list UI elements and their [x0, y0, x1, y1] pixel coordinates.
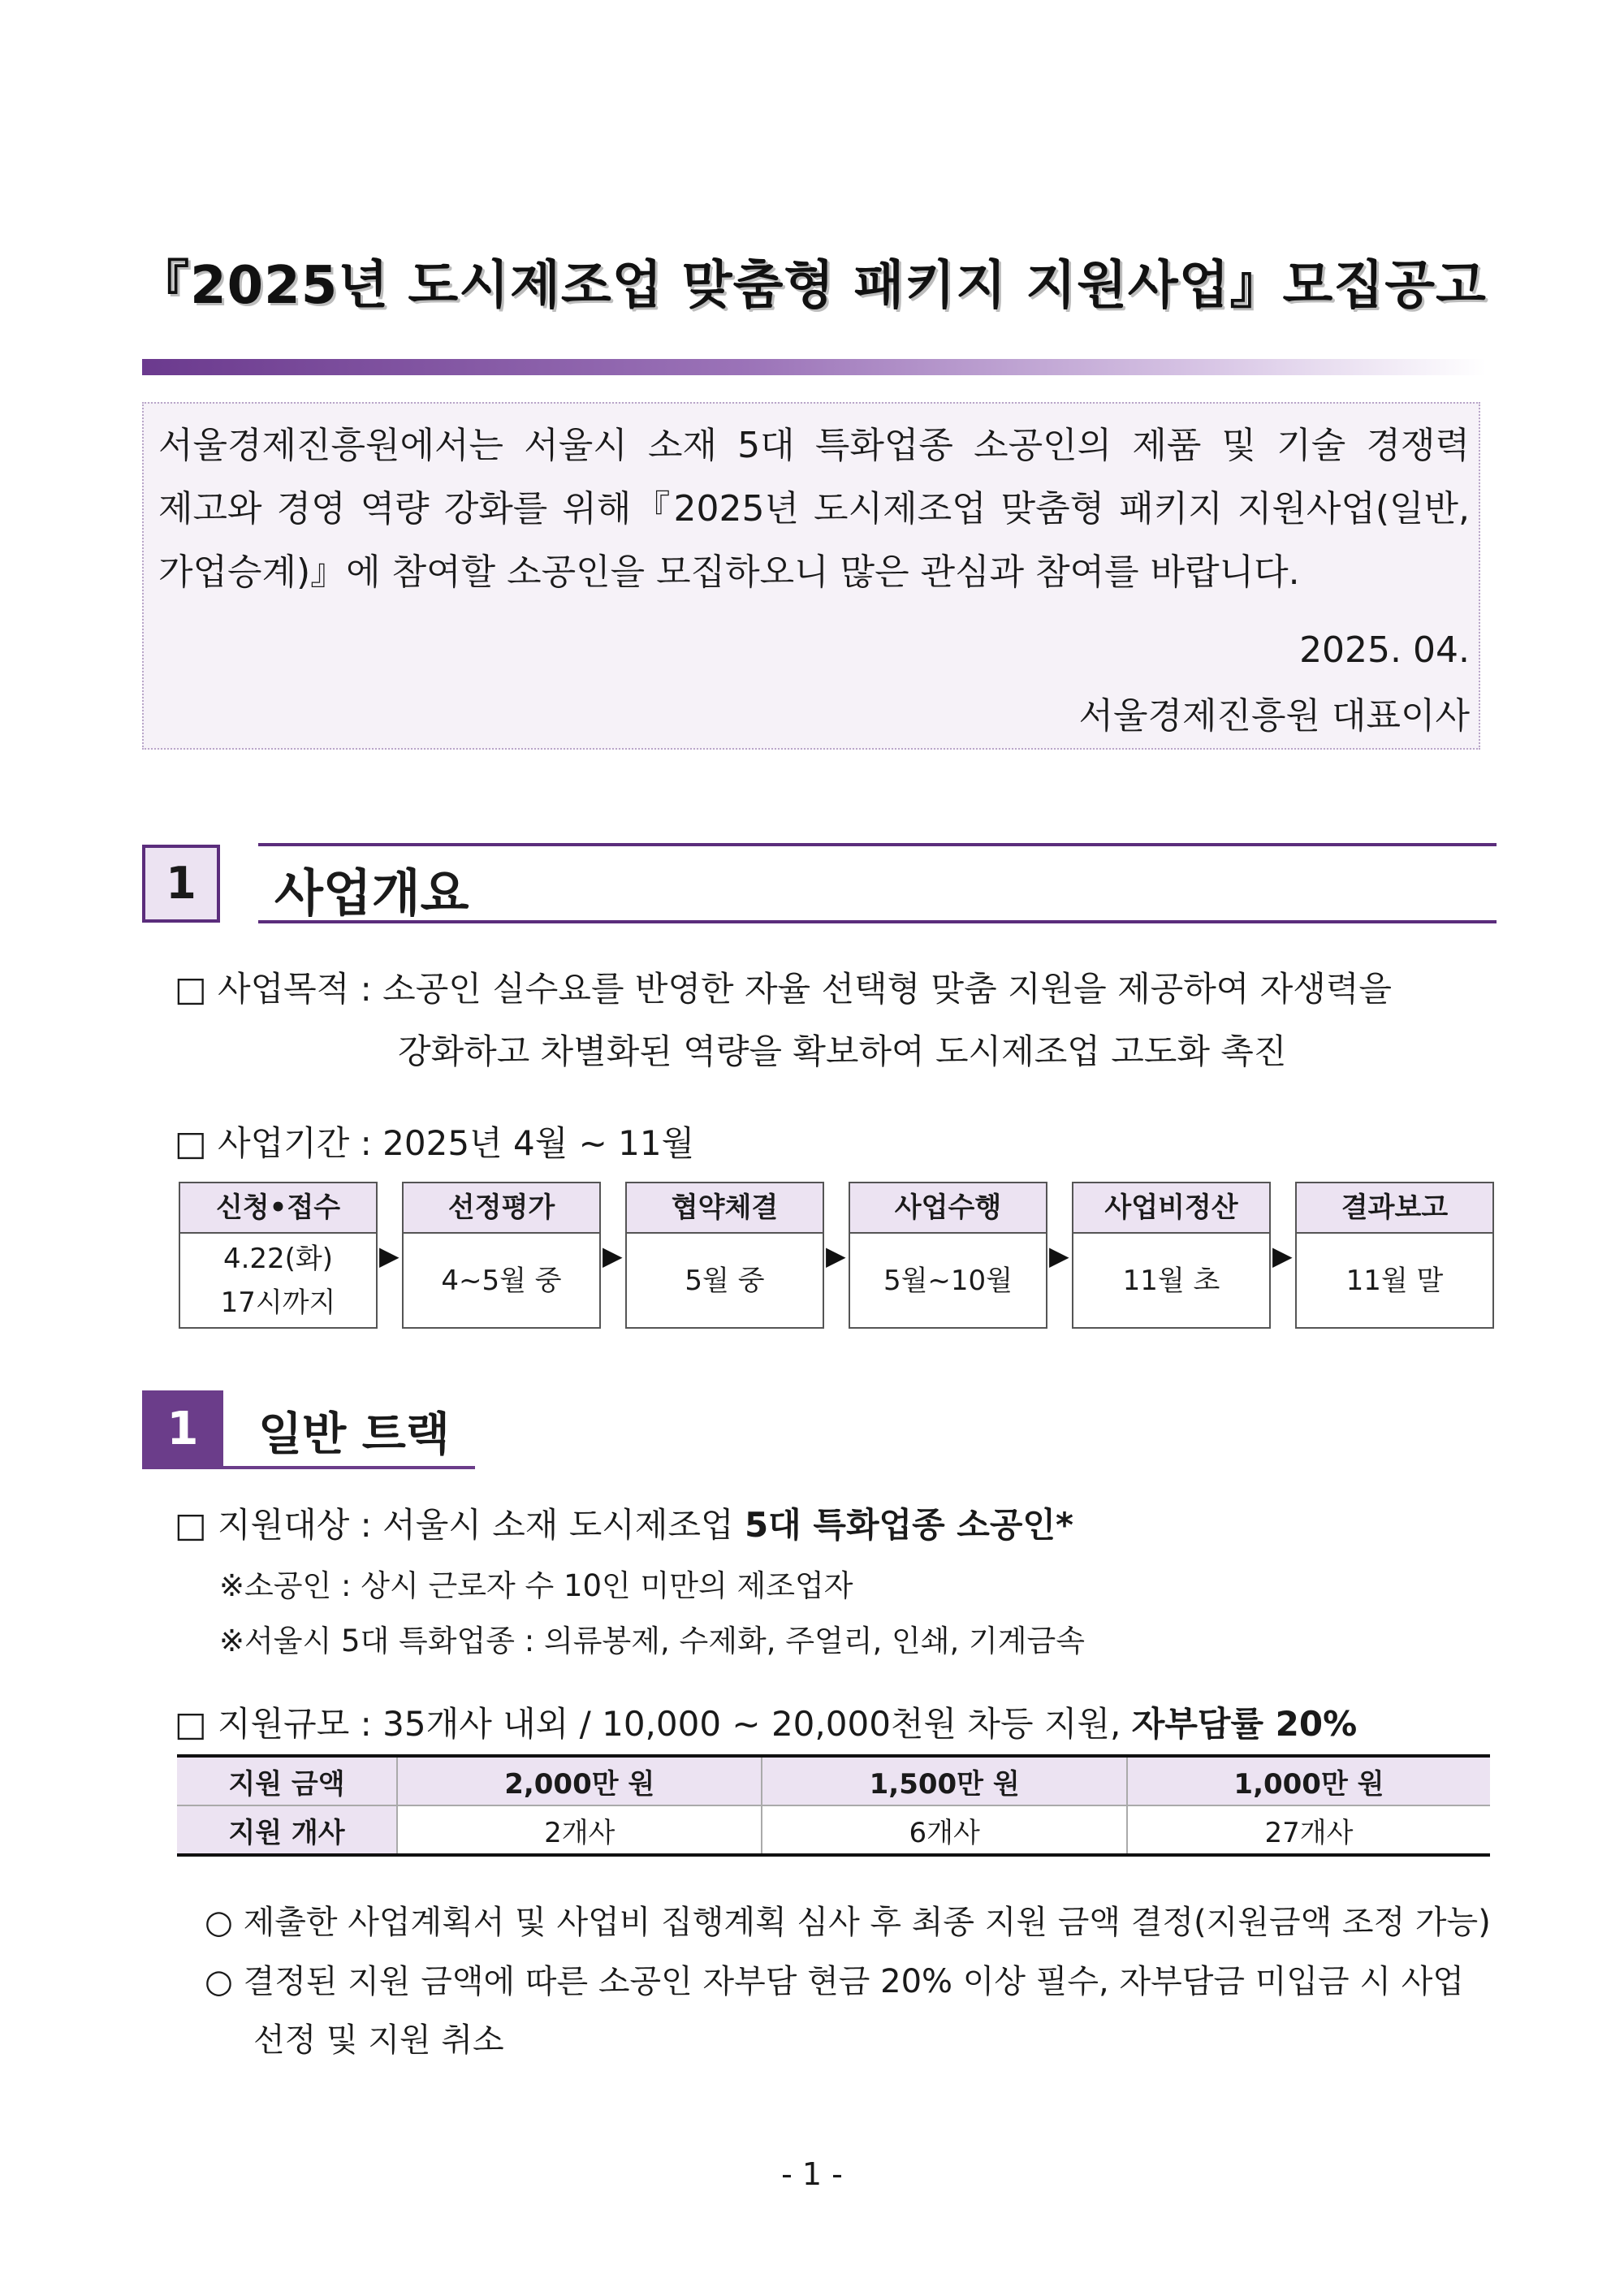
funding-table: [177, 1758, 1490, 1853]
section-top-rule: [258, 843, 1497, 846]
purpose-text: □ 사업목적 : 소공인 실수요를 반영한 자율 선택형 맞춤 지원을 제공하여 자생력을: [175, 969, 1392, 1009]
bullet-self-pay: ○ 결정된 지원 금액에 따른 소공인 자부담 현금 20% 이상 필수, 자부담금 미입금 시 사업: [205, 1963, 1465, 2000]
section-number-box: 1: [142, 845, 220, 923]
arrow-icon: ▶: [826, 1240, 846, 1271]
intro-line-3: 가업승계)』에 참여할 소공인을 모집하오니 많은 관심과 참여를 바랍니다.: [158, 551, 1300, 593]
track-title: 일반 트랙: [258, 1408, 450, 1461]
target-emphasis: 5대 특화업종 소공인*: [744, 1505, 1073, 1545]
table-cell: 1,000만 원: [1127, 1758, 1490, 1805]
intro-date: 2025. 04.: [1299, 629, 1470, 671]
step-header: 결과보고: [1297, 1183, 1492, 1234]
arrow-icon: ▶: [1049, 1240, 1069, 1271]
arrow-icon: ▶: [379, 1240, 400, 1271]
table-cell: 6개사: [762, 1805, 1126, 1853]
arrow-icon: ▶: [603, 1240, 623, 1271]
intro-line-1: 서울경제진흥원에서는 서울시 소재 5대 특화업종 소공인의 제품 및 기술 경쟁력: [158, 425, 1470, 466]
track-number-box: 1: [142, 1390, 223, 1468]
step-header: 사업비정산: [1073, 1183, 1269, 1234]
table-cell: 지원 개사: [177, 1805, 397, 1853]
step-body: 5월~10월: [883, 1264, 1013, 1297]
step-body: 4~5월 중: [441, 1264, 562, 1297]
page-number: - 1 -: [781, 2156, 843, 2192]
bullet-final-amount: ○ 제출한 사업계획서 및 사업비 집행계획 심사 후 최종 지원 금액 결정(지원금액 조정 가능): [205, 1904, 1491, 1941]
process-step-agreement: [625, 1182, 824, 1329]
step-header: 협약체결: [627, 1183, 823, 1234]
step-body: 5월 중: [685, 1264, 765, 1297]
intro-paragraph: [158, 414, 1470, 604]
table-cell: 2개사: [397, 1805, 762, 1853]
document-title: 『2025년 도시제조업 맞춤형 패키지 지원사업』모집공고: [137, 256, 1487, 316]
target-prefix: □ 지원대상 : 서울시 소재 도시제조업: [175, 1505, 745, 1545]
process-step-execution: [849, 1182, 1047, 1329]
step-body: 4.22(화) 17시까지: [220, 1242, 336, 1319]
scale-text: [175, 1697, 1357, 1746]
note-industries: ※서울시 5대 특화업종 : 의류봉제, 수제화, 주얼리, 인쇄, 기계금속: [219, 1624, 1085, 1658]
track-underline: [142, 1466, 475, 1469]
process-step-evaluation: [402, 1182, 601, 1329]
target-text: [175, 1498, 1073, 1547]
table-row: [177, 1805, 1490, 1853]
process-step-settlement: [1072, 1182, 1271, 1329]
table-cell: 27개사: [1127, 1805, 1490, 1853]
step-body: 11월 말: [1345, 1264, 1444, 1297]
title-underline-bar: [142, 359, 1486, 375]
process-step-apply: [179, 1182, 378, 1329]
process-step-report: [1295, 1182, 1494, 1329]
step-header: 선정평가: [404, 1183, 599, 1234]
table-cell: 2,000만 원: [397, 1758, 762, 1805]
scale-emphasis: 자부담률 20%: [1131, 1704, 1358, 1744]
funding-table-wrap: [177, 1754, 1490, 1857]
bullet-self-pay-cont: 선정 및 지원 취소: [253, 2021, 504, 2059]
scale-prefix: □ 지원규모 : 35개사 내외 / 10,000 ~ 20,000천원 차등 지원,: [175, 1704, 1132, 1744]
table-cell: 1,500만 원: [762, 1758, 1126, 1805]
table-row: [177, 1758, 1490, 1805]
purpose-text-cont: 강화하고 차별화된 역량을 확보하여 도시제조업 고도화 촉진: [398, 1031, 1287, 1071]
step-body: 11월 초: [1122, 1264, 1220, 1297]
table-cell: 지원 금액: [177, 1758, 397, 1805]
note-sogongin: ※소공인 : 상시 근로자 수 10인 미만의 제조업자: [219, 1568, 853, 1603]
period-text: □ 사업기간 : 2025년 4월 ~ 11월: [175, 1123, 695, 1163]
arrow-icon: ▶: [1272, 1240, 1293, 1271]
intro-line-2: 제고와 경영 역량 강화를 위해『2025년 도시제조업 맞춤형 패키지 지원사업(일반,: [158, 488, 1470, 530]
intro-signer: 서울경제진흥원 대표이사: [1078, 695, 1470, 737]
section-title: 사업개요: [274, 863, 469, 923]
step-header: 사업수행: [850, 1183, 1046, 1234]
step-header: 신청•접수: [180, 1183, 376, 1234]
